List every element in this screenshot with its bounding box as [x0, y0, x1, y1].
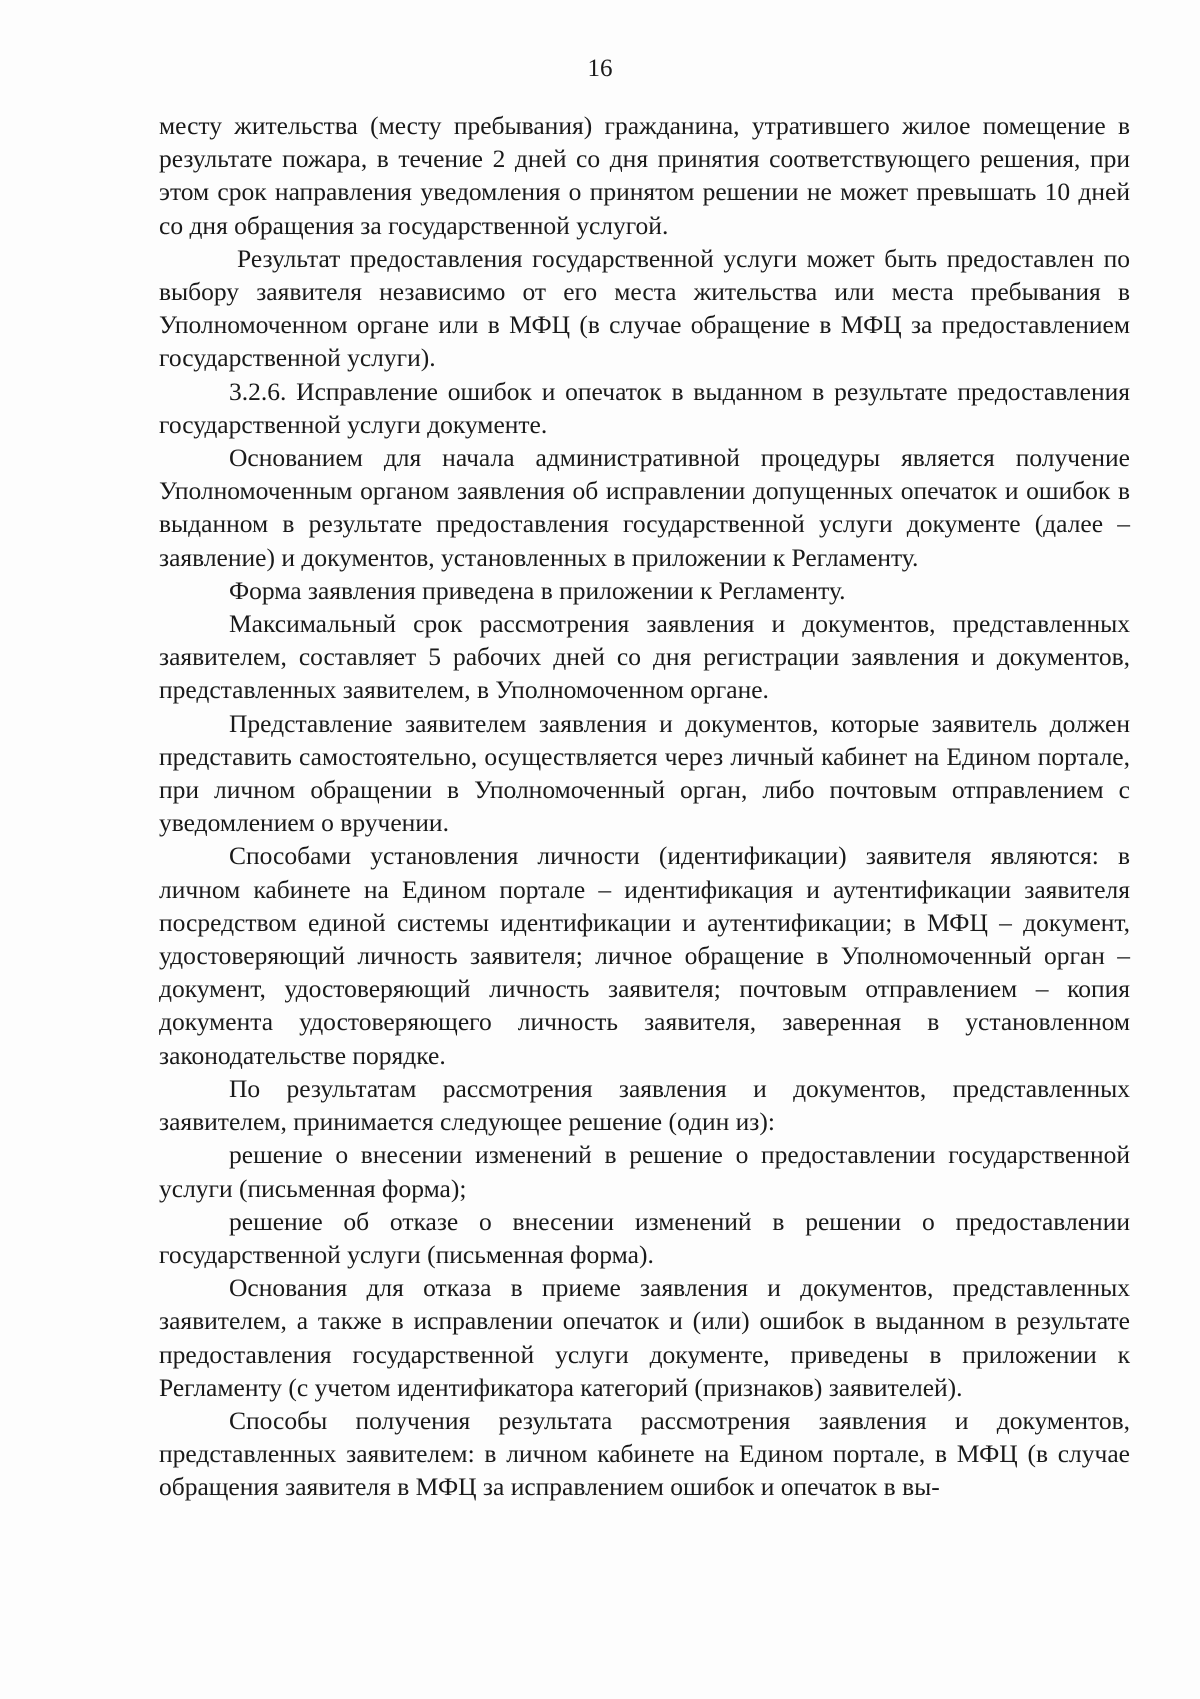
paragraph-continuation: месту жительства (месту пребывания) гражданина, утратившего жилое помещение в результате пожара, в течение 2 дней со дня принятия соответствующего решения, при этом срок направления уведомления о принятом решении не может превышать 10 дней со дня обращения за государственной услугой.	[159, 111, 1130, 240]
paragraph-application-form: Форма заявления приведена в приложении к Регламенту.	[229, 575, 846, 605]
paragraph-decision-refuse: решение об отказе о внесении изменений в решении о предоставлении государственной услуги (письменная форма).	[159, 1206, 1130, 1269]
document-body	[159, 109, 1130, 1504]
paragraph-submission-methods: Представление заявителем заявления и документов, которые заявитель должен представить самостоятельно, осуществляется через личный кабинет на Едином портале, при личном обращении в Уполномоченный орган, либо почтовым отправлением с уведомлением о вручении.	[159, 708, 1130, 838]
paragraph-section-3-2-6: 3.2.6. Исправление ошибок и опечаток в выданном в результате предоставления государственной услуги документе.	[159, 376, 1130, 439]
paragraph-identification-methods: Способами установления личности (идентификации) заявителя являются: в личном кабинете на Едином портале – идентификация и аутентификации заявителя посредством единой системы идентификации и аутентификации; в МФЦ – документ, удостоверяющий личность заявителя; личное обращение в Уполномоченный орган – документ, удостоверяющий личность заявителя; почтовым отправлением – копия документа удостоверяющего личность заявителя, заверенная в установленном законодательстве порядке.	[159, 841, 1130, 1070]
paragraph-review-results: По результатам рассмотрения заявления и документов, представленных заявителем, принимается следующее решение (один из):	[159, 1073, 1130, 1137]
paragraph-decision-amend: решение о внесении изменений в решение о предоставлении государственной услуги (письменная форма);	[159, 1140, 1130, 1203]
paragraph-review-deadline: Максимальный срок рассмотрения заявления и документов, представленных заявителем, составляет 5 рабочих дней со дня регистрации заявления и документов, представленных заявителем, в Уполномоченном органе.	[159, 609, 1130, 705]
paragraph-result-receipt-methods: Способы получения результата рассмотрения заявления и документов, представленных заявителем: в личном кабинете на Едином портале, в МФЦ (в случае обращения заявителя в МФЦ за исправлением ошибок и опечаток в вы-	[159, 1405, 1130, 1502]
paragraph-refusal-grounds: Основания для отказа в приеме заявления и документов, представленных заявителем, а также в исправлении опечаток и (или) ошибок в выданном в результате предоставления государственной услуги документе, приведены в приложении к Регламенту (с учетом идентификатора категорий (признаков) заявителей).	[159, 1273, 1130, 1402]
page-number: 16	[587, 55, 613, 82]
paragraph-result-delivery: Результат предоставления государственной услуги может быть предоставлен по выбору заявителя независимо от его места жительства или места пребывания в Уполномоченном органе или в МФЦ (в случае обращение в МФЦ за предоставлением государственной услуги).	[159, 243, 1130, 373]
paragraph-procedure-basis: Основанием для начала административной процедуры является получение Уполномоченным органом заявления об исправлении допущенных опечаток и ошибок в выданном в результате предоставления государственной услуги документе (далее – заявление) и документов, установленных в приложении к Регламенту.	[159, 443, 1130, 572]
